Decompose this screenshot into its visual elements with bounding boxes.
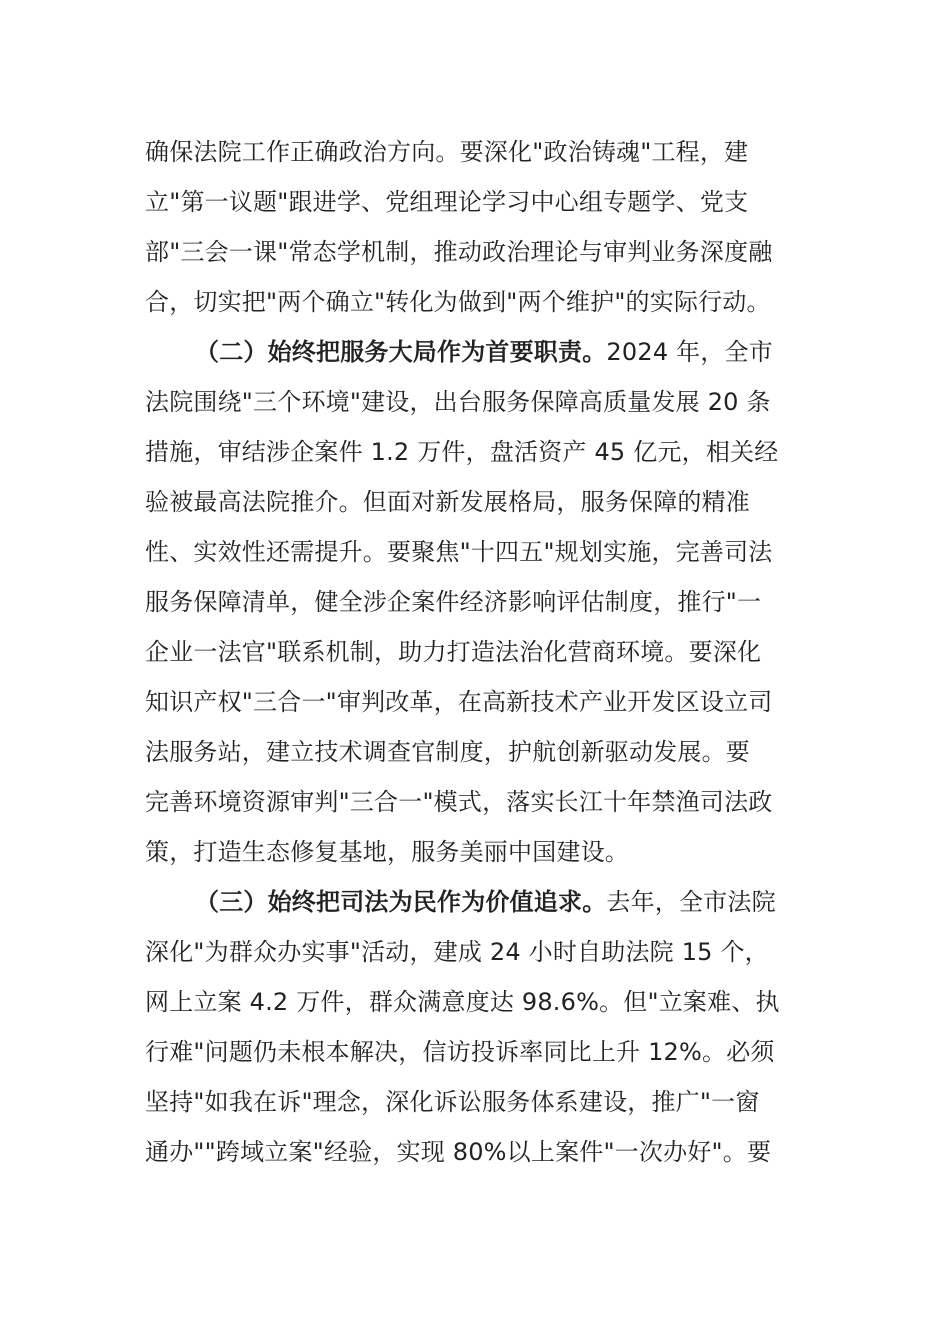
text-line: 立"第一议题"跟进学、党组理论学习中心组专题学、党支 xyxy=(145,188,749,216)
text-line: 法服务站，建立技术调查官制度，护航创新驱动发展。要 xyxy=(145,738,750,766)
section-heading-line xyxy=(145,330,810,380)
text-run: 去年，全市法院 xyxy=(606,888,776,916)
body-text xyxy=(145,130,810,1180)
text-line: 部"三会一课"常态学机制，推动政治理论与审判业务深度融 xyxy=(145,238,773,266)
section-heading: （二）始终把服务大局作为首要职责。 xyxy=(195,338,607,366)
text-line: 性、实效性还需提升。要聚焦"十四五"规划实施，完善司法 xyxy=(145,538,773,566)
text-run: 2024 年，全市 xyxy=(606,338,773,366)
text-line: 合，切实把"两个确立"转化为做到"两个维护"的实际行动。 xyxy=(145,288,771,316)
text-line: 服务保障清单，健全涉企案件经济影响评估制度，推行"一 xyxy=(145,588,762,616)
text-line: 知识产权"三合一"审判改革，在高新技术产业开发区设立司 xyxy=(145,688,773,716)
text-line: 法院围绕"三个环境"建设，出台服务保障高质量发展 20 条 xyxy=(145,388,771,416)
text-line: 策，打造生态修复基地，服务美丽中国建设。 xyxy=(145,838,629,866)
text-line: 企业一法官"联系机制，助力打造法治化营商环境。要深化 xyxy=(145,638,762,666)
text-line: 措施，审结涉企案件 1.2 万件，盘活资产 45 亿元，相关经 xyxy=(145,438,779,466)
section-heading-line xyxy=(145,880,810,930)
text-line: 坚持"如我在诉"理念，深化诉讼服务体系建设，推广"一窗 xyxy=(145,1088,760,1116)
text-line: 行难"问题仍未根本解决，信访投诉率同比上升 12%。必须 xyxy=(145,1038,775,1066)
text-line: 深化"为群众办实事"活动，建成 24 小时自助法院 15 个， xyxy=(145,938,769,966)
text-line: 确保法院工作正确政治方向。要深化"政治铸魂"工程，建 xyxy=(145,138,749,166)
text-line: 完善环境资源审判"三合一"模式，落实长江十年禁渔司法政 xyxy=(145,788,773,816)
section-heading: （三）始终把司法为民作为价值追求。 xyxy=(195,888,607,916)
text-line: 验被最高法院推介。但面对新发展格局，服务保障的精准 xyxy=(145,488,750,516)
text-line: 网上立案 4.2 万件，群众满意度达 98.6%。但"立案难、执 xyxy=(145,988,780,1016)
text-line: 通办""跨域立案"经验，实现 80%以上案件"一次办好"。要 xyxy=(145,1138,772,1166)
